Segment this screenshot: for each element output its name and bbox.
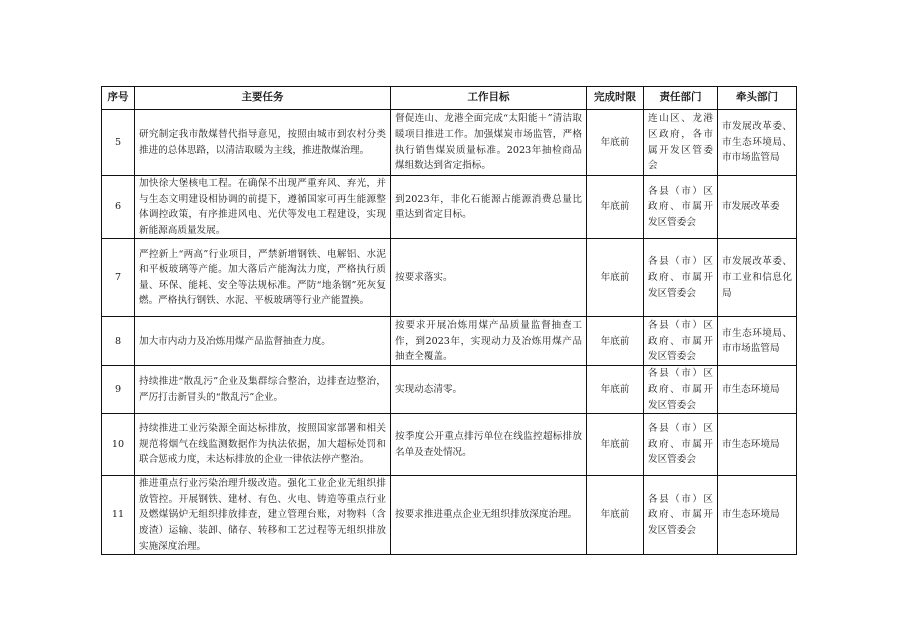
lead-cell: 市生态环境局 <box>718 476 797 555</box>
row-number: 5 <box>102 110 135 176</box>
task-table <box>101 86 797 555</box>
row-number: 8 <box>102 317 135 366</box>
lead-cell: 市发展改革委、市工业和信息化局 <box>718 239 797 317</box>
table-row <box>102 476 797 555</box>
header-dept: 责任部门 <box>644 87 718 110</box>
dept-cell: 各县（市）区政府、市属开发区管委会 <box>644 366 718 414</box>
header-goal: 工作目标 <box>391 87 587 110</box>
deadline-cell: 年底前 <box>587 317 644 366</box>
dept-cell: 各县（市）区政府、市属开发区管委会 <box>644 317 718 366</box>
task-cell: 加大市内动力及冶炼用煤产品监督抽查力度。 <box>135 317 391 366</box>
dept-cell: 连山区、龙港区政府，各市属开发区管委会 <box>644 110 718 176</box>
row-number: 7 <box>102 239 135 317</box>
lead-cell: 市发展改革委、市生态环境局、市市场监管局 <box>718 110 797 176</box>
lead-cell: 市生态环境局 <box>718 366 797 414</box>
row-number: 9 <box>102 366 135 414</box>
dept-cell: 各县（市）区政府、市属开发区管委会 <box>644 176 718 239</box>
deadline-cell: 年底前 <box>587 476 644 555</box>
goal-cell: 到2023年，非化石能源占能源消费总量比重达到省定目标。 <box>391 176 587 239</box>
deadline-cell: 年底前 <box>587 176 644 239</box>
deadline-cell: 年底前 <box>587 414 644 476</box>
lead-cell: 市生态环境局 <box>718 414 797 476</box>
task-cell: 严控新上“两高”行业项目，严禁新增钢铁、电解铝、水泥和平板玻璃等产能。加大落后产能淘汰力度，严格执行质量、环保、能耗、安全等法规标准。严防“地条钢”死灰复燃。严格执行钢铁、水泥、平板玻璃等行业产能置换。 <box>135 239 391 317</box>
table-row <box>102 110 797 176</box>
lead-cell: 市发展改革委 <box>718 176 797 239</box>
table-header-row <box>102 87 797 110</box>
task-cell: 加快徐大堡核电工程。在确保不出现严重弃风、弃光，并与生态文明建设相协调的前提下，遵循国家可再生能源整体调控政策，有序推进风电、光伏等发电工程建设，实现新能源高质量发展。 <box>135 176 391 239</box>
header-no: 序号 <box>102 87 135 110</box>
goal-cell: 按要求开展冶炼用煤产品质量监督抽查工作，到2023年，实现动力及冶炼用煤产品抽查全覆盖。 <box>391 317 587 366</box>
header-lead: 牵头部门 <box>718 87 797 110</box>
dept-cell: 各县（市）区政府、市属开发区管委会 <box>644 476 718 555</box>
header-deadline: 完成时限 <box>587 87 644 110</box>
task-cell: 持续推进“散乱污”企业及集群综合整治，边排查边整治，严厉打击新冒头的“散乱污”企业。 <box>135 366 391 414</box>
row-number: 6 <box>102 176 135 239</box>
goal-cell: 督促连山、龙港全面完成“太阳能＋”清洁取暖项目推进工作。加强煤炭市场监管，严格执行销售煤炭质量标准。2023年抽检商品煤组数达到省定指标。 <box>391 110 587 176</box>
dept-cell: 各县（市）区政府、市属开发区管委会 <box>644 239 718 317</box>
goal-cell: 按要求推进重点企业无组织排放深度治理。 <box>391 476 587 555</box>
task-cell: 推进重点行业污染治理升级改造。强化工业企业无组织排放管控。开展钢铁、建材、有色、火电、铸造等重点行业及燃煤锅炉无组织排放排查，建立管理台账，对物料（含废渣）运输、装卸、储存、转移和工艺过程等无组织排放实施深度治理。 <box>135 476 391 555</box>
goal-cell: 按季度公开重点排污单位在线监控超标排放名单及查处情况。 <box>391 414 587 476</box>
table-row <box>102 239 797 317</box>
dept-cell: 各县（市）区政府、市属开发区管委会 <box>644 414 718 476</box>
row-number: 10 <box>102 414 135 476</box>
table-row <box>102 414 797 476</box>
table-row <box>102 176 797 239</box>
deadline-cell: 年底前 <box>587 366 644 414</box>
lead-cell: 市生态环境局、市市场监管局 <box>718 317 797 366</box>
table-row <box>102 317 797 366</box>
task-cell: 持续推进工业污染源全面达标排放，按照国家部署和相关规范将烟气在线监测数据作为执法依据，加大超标处罚和联合惩戒力度，未达标排放的企业一律依法停产整治。 <box>135 414 391 476</box>
deadline-cell: 年底前 <box>587 110 644 176</box>
goal-cell: 按要求落实。 <box>391 239 587 317</box>
deadline-cell: 年底前 <box>587 239 644 317</box>
header-task: 主要任务 <box>135 87 391 110</box>
task-cell: 研究制定我市散煤替代指导意见，按照由城市到农村分类推进的总体思路，以清洁取暖为主线，推进散煤治理。 <box>135 110 391 176</box>
row-number: 11 <box>102 476 135 555</box>
table-row <box>102 366 797 414</box>
goal-cell: 实现动态清零。 <box>391 366 587 414</box>
